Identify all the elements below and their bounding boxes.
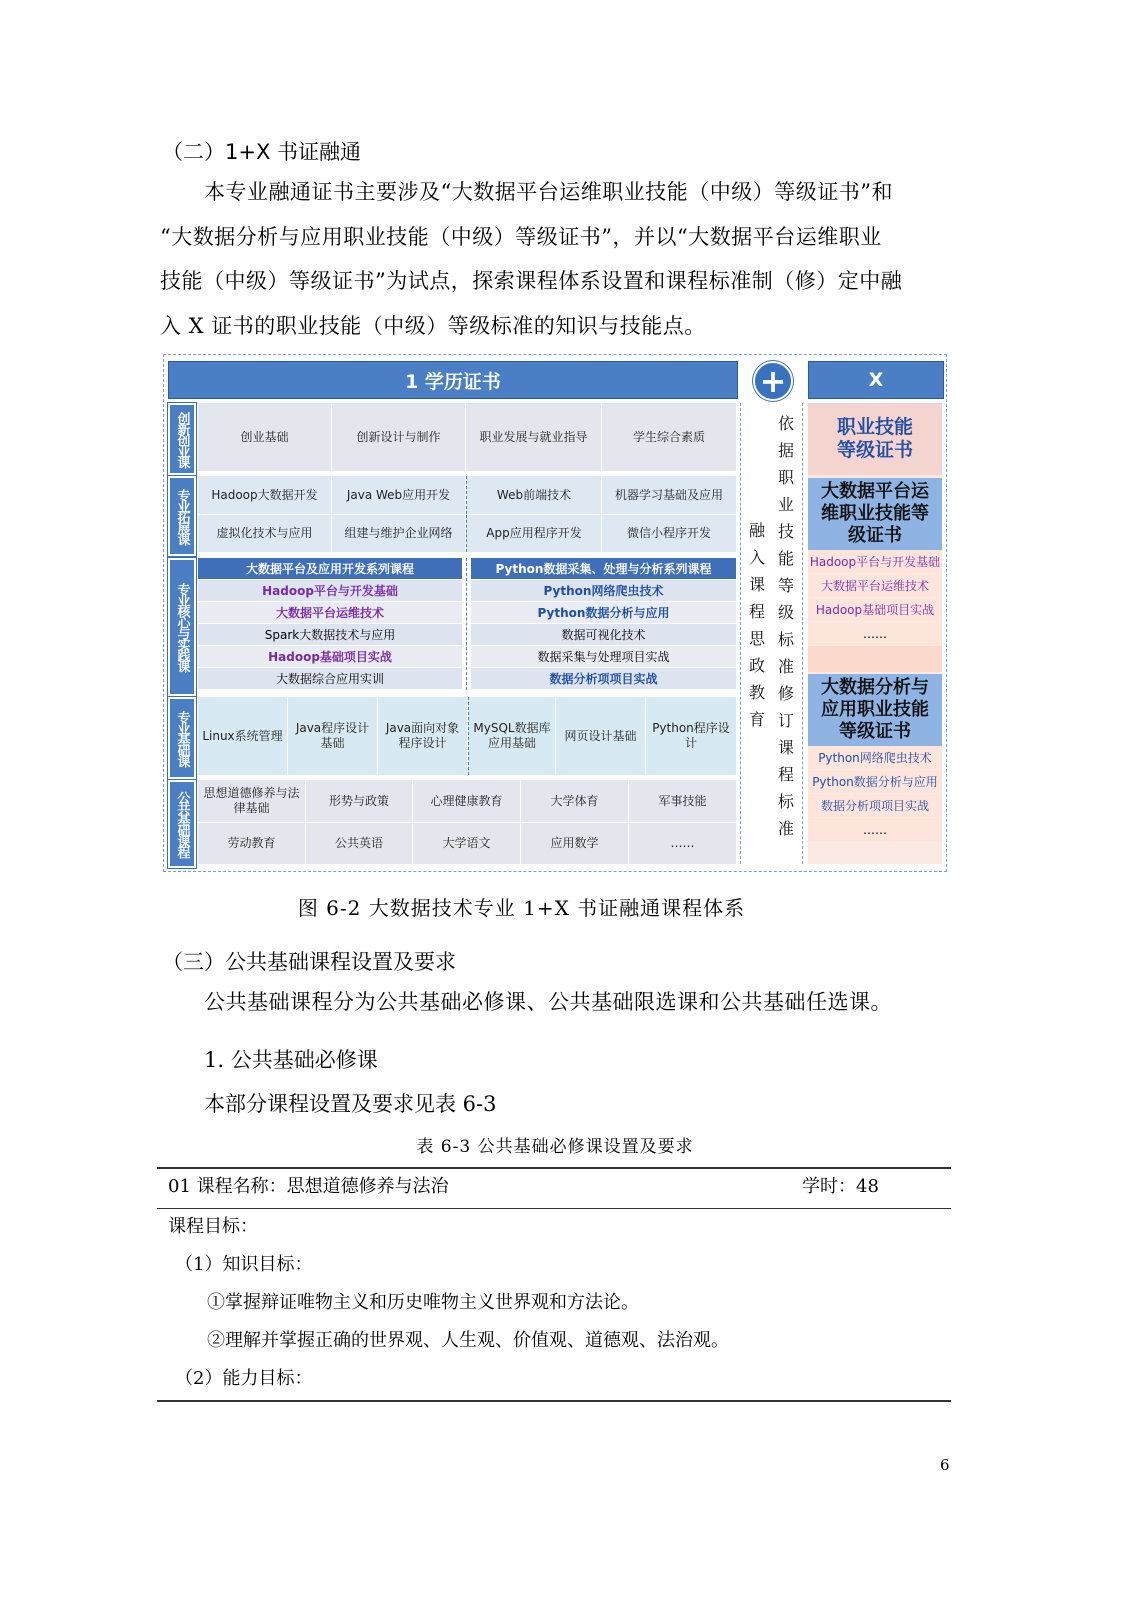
hours-cell xyxy=(802,1172,879,1198)
expand-block xyxy=(198,476,736,552)
para-line: 技能（中级）等级证书”为试点，探索课程体系设置和课程标准制（修）定中融 xyxy=(160,269,903,293)
x-cert2-item: Python网络爬虫技术 xyxy=(808,746,942,769)
x-cert1-item: …… xyxy=(808,622,942,645)
knowledge-label: （1）知识目标： xyxy=(175,1254,313,1275)
core-left-column xyxy=(198,558,462,690)
x-cert2-item: …… xyxy=(808,818,942,841)
course-cell: 思想道德修养与法律基础 xyxy=(198,780,306,822)
para-line: 入 X 证书的职业技能（中级）等级标准的知识与技能点。 xyxy=(160,313,706,338)
course-cell: Python程序设计 xyxy=(652,721,730,750)
para-line: “大数据分析与应用职业技能（中级）等级证书”，并以“大数据平台运维职业 xyxy=(160,224,882,249)
plus-icon: + xyxy=(753,361,793,401)
ability-label: （2）能力目标： xyxy=(175,1368,313,1389)
basic-row xyxy=(198,697,736,775)
course-name: 思想道德修养与法治 xyxy=(286,1176,449,1197)
course-cell: 形势与政策 xyxy=(306,780,413,822)
x-cert1-item: 大数据平台运维技术 xyxy=(808,574,942,597)
section-title: （二）1+X 书证融通 xyxy=(162,140,362,164)
category-basic: 专业基础课 xyxy=(168,697,196,779)
course-cell: 心理健康教育 xyxy=(413,780,521,822)
figure-caption: 图 6-2 大数据技术专业 1+X 书证融通课程体系 xyxy=(297,896,746,920)
course-cell: 职业发展与就业指导 xyxy=(466,403,602,471)
x-cert2-title: 大数据分析与应用职业技能等级证书 xyxy=(808,674,942,746)
core-series-title: 大数据平台及应用开发系列课程 xyxy=(198,558,462,579)
course-cell: 组建与维护企业网络 xyxy=(332,515,466,552)
section-paragraph xyxy=(160,170,960,348)
course-cell: Java程序设计基础 xyxy=(288,697,378,775)
x-column xyxy=(808,403,942,864)
core-course: 数据分析项项目实战 xyxy=(471,668,736,689)
x-cert1-item: Hadoop基础项目实战 xyxy=(808,598,942,621)
goal-label: 课程目标： xyxy=(168,1216,258,1237)
category-expand: 专业拓展课 xyxy=(168,476,196,556)
x-cert-title: 职业技能等级证书 xyxy=(808,403,942,475)
course-cell: 应用数学 xyxy=(521,823,629,864)
course-cell: 微信小程序开发 xyxy=(626,526,711,540)
core-course: Hadoop平台与开发基础 xyxy=(198,580,462,601)
category-public: 公共基础课程 xyxy=(168,780,196,868)
section-title: （三）公共基础课程设置及要求 xyxy=(162,950,456,974)
course-cell: 网页设计基础 xyxy=(556,697,646,775)
course-label: 01 课程名称： xyxy=(168,1176,287,1197)
course-name-row xyxy=(168,1172,449,1198)
table-row-divider xyxy=(157,1208,951,1209)
subsection-paragraph: 本部分课程设置及要求见表 6-3 xyxy=(204,1092,497,1116)
knowledge-item: ①掌握辩证唯物主义和历史唯物主义世界观和方法论。 xyxy=(207,1292,639,1313)
core-course: 数据采集与处理项目实战 xyxy=(471,646,736,667)
table-bottom-border xyxy=(157,1400,951,1402)
innovation-row xyxy=(198,403,736,471)
table-caption: 表 6-3 公共基础必修课设置及要求 xyxy=(416,1137,694,1157)
diploma-header: 1 学历证书 xyxy=(168,361,738,399)
course-cell: 创业基础 xyxy=(198,403,332,471)
core-course: Python网络爬虫技术 xyxy=(471,580,736,601)
course-cell: App应用程序开发 xyxy=(466,515,602,552)
knowledge-item: ②理解并掌握正确的世界观、人生观、价值观、道德观、法治观。 xyxy=(207,1330,729,1351)
x-cert2-item: 数据分析项项目实战 xyxy=(808,794,942,817)
course-cell: 大学体育 xyxy=(521,780,629,822)
x-cert1-item: Hadoop平台与开发基础 xyxy=(808,550,942,573)
course-cell: 虚拟化技术与应用 xyxy=(198,515,332,552)
category-innovation: 创新创业课 xyxy=(168,403,196,475)
course-cell: 机器学习基础及应用 xyxy=(614,487,723,502)
category-core: 专业核心与实践课 xyxy=(168,558,196,696)
x-header: X xyxy=(808,361,944,399)
course-cell: Hadoop大数据开发 xyxy=(198,476,332,514)
x-cert1-title: 大数据平台运维职业技能等级证书 xyxy=(808,478,942,550)
core-series-title: Python数据采集、处理与分析系列课程 xyxy=(471,558,736,579)
core-course: 数据可视化技术 xyxy=(471,624,736,645)
core-right-column xyxy=(466,558,736,690)
public-block xyxy=(198,780,736,864)
course-cell: 公共英语 xyxy=(306,823,413,864)
core-course: 大数据综合应用实训 xyxy=(198,668,462,689)
ideology-text: 融入课程思政教育 xyxy=(748,521,765,729)
course-cell: Java面向对象程序设计 xyxy=(378,697,468,775)
course-system-figure xyxy=(163,354,947,872)
hours-value: 48 xyxy=(856,1176,879,1197)
hours-label: 学时： xyxy=(802,1176,856,1197)
course-cell: MySQL数据库应用基础 xyxy=(468,697,556,775)
para-line: 本专业融通证书主要涉及“大数据平台运维职业技能（中级）等级证书”和 xyxy=(204,180,893,204)
x-cert2-item: Python数据分析与应用 xyxy=(808,770,942,793)
course-cell: Linux系统管理 xyxy=(198,697,288,775)
course-cell: 大学语文 xyxy=(413,823,521,864)
subsection-title: 1. 公共基础必修课 xyxy=(204,1048,378,1072)
section-paragraph: 公共基础课程分为公共基础必修课、公共基础限选课和公共基础任选课。 xyxy=(204,990,892,1014)
standard-text: 依据职业技能等级标准修订课程标准 xyxy=(777,414,794,838)
core-course: 大数据平台运维技术 xyxy=(198,602,462,623)
course-cell: 学生综合素质 xyxy=(632,429,705,444)
core-course: Python数据分析与应用 xyxy=(471,602,736,623)
core-course: Hadoop基础项目实战 xyxy=(198,646,462,667)
course-cell: …… xyxy=(670,836,695,850)
course-cell: 军事技能 xyxy=(658,793,707,808)
course-cell: Java Web应用开发 xyxy=(332,476,466,514)
course-cell: 创新设计与制作 xyxy=(332,403,466,471)
core-course: Spark大数据技术与应用 xyxy=(198,624,462,645)
table-top-border xyxy=(157,1167,951,1169)
page-number: 6 xyxy=(940,1456,950,1474)
course-cell: 劳动教育 xyxy=(198,823,306,864)
course-cell: Web前端技术 xyxy=(466,476,602,514)
